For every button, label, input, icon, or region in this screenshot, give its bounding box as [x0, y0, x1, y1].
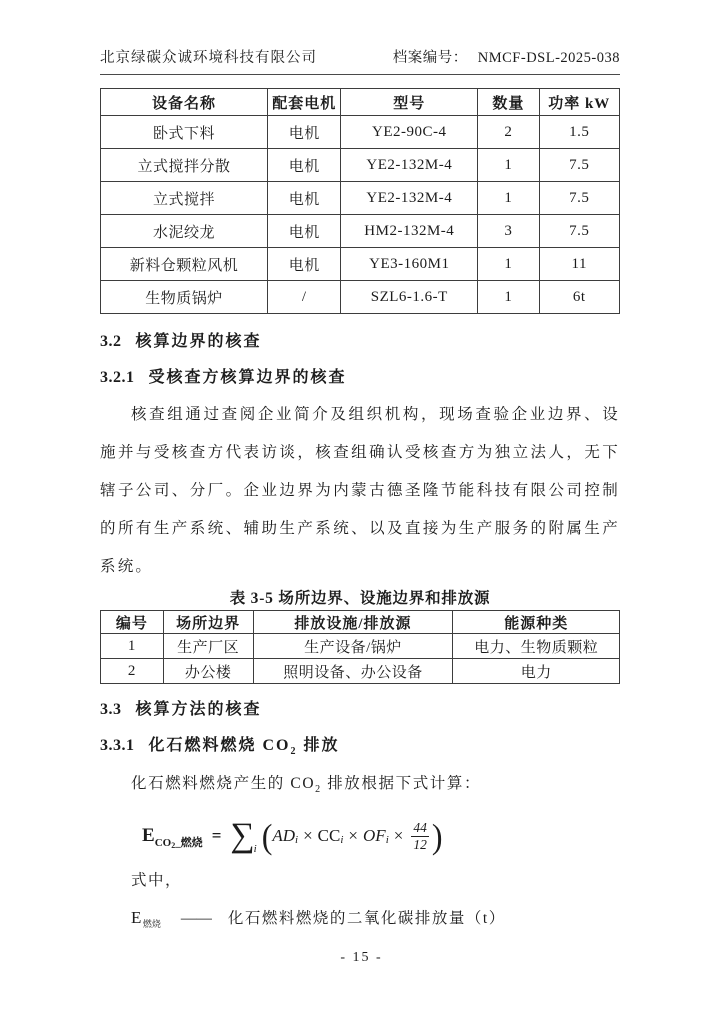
section-number: 3.2 [100, 333, 122, 350]
section-title: 受核查方核算边界的核查 [148, 369, 347, 386]
table-cell: 新料仓颗粒风机 [101, 248, 268, 281]
column-header: 编号 [101, 611, 164, 634]
table-cell: / [268, 281, 341, 314]
table-cell: 电机 [268, 248, 341, 281]
table-cell: 卧式下料 [101, 116, 268, 149]
table-cell: YE3-160M1 [341, 248, 478, 281]
table-row [101, 634, 620, 659]
intro-text: 化石燃料燃烧产生的 CO [131, 775, 316, 793]
variable-CC: CC [317, 826, 341, 846]
formula-lhs-subscript [155, 834, 203, 850]
co2-emission-formula [142, 812, 620, 860]
section-heading-3-2-1 [100, 366, 620, 390]
table-cell: HM2-132M-4 [341, 215, 478, 248]
index-i: i [295, 834, 299, 847]
table-cell: 2 [478, 116, 539, 149]
boundary-table [100, 610, 620, 684]
subscript-co: CO [154, 837, 172, 850]
table-cell: 电机 [268, 182, 341, 215]
table-cell: 办公楼 [163, 659, 253, 684]
table-cell: 1 [101, 634, 164, 659]
table-cell: 生物质锅炉 [101, 281, 268, 314]
formula-intro [131, 772, 620, 802]
summation-index: i [253, 843, 257, 856]
definition-dash: —— [180, 910, 212, 928]
equipment-table-header-row [101, 89, 620, 116]
table-row [101, 215, 620, 248]
column-header: 功率 kW [539, 89, 619, 116]
section-number: 3.3 [100, 701, 122, 718]
table-cell: 1.5 [539, 116, 619, 149]
table-row [101, 248, 620, 281]
table-cell: 电力、生物质颗粒 [453, 634, 620, 659]
table-cell: 电力 [453, 659, 620, 684]
section-title [148, 737, 340, 758]
definition-text: 化石燃料燃烧的二氧化碳排放量（t） [227, 910, 506, 928]
table-cell: 电机 [268, 149, 341, 182]
file-number-value: NMCF-DSL-2025-038 [477, 50, 620, 66]
table-row [101, 116, 620, 149]
multiply-sign: × [303, 826, 313, 846]
fraction-numerator: 44 [411, 820, 429, 837]
table-cell: 11 [539, 248, 619, 281]
definition-symbol: E [131, 908, 143, 928]
table-row [101, 182, 620, 215]
table-cell: SZL6-1.6-T [341, 281, 478, 314]
multiply-sign: × [348, 826, 359, 846]
symbol-definition [131, 906, 620, 932]
section-heading-3-3-1 [100, 734, 620, 764]
boundary-table-header-row [101, 611, 620, 634]
table-row [101, 281, 620, 314]
multiply-sign: × [393, 826, 404, 846]
company-name: 北京绿碳众诚环境科技有限公司 [100, 50, 317, 66]
formula-lhs-symbol: E [142, 825, 155, 847]
file-number [393, 46, 620, 67]
table-cell: 生产设备/锅炉 [253, 634, 453, 659]
column-header: 型号 [341, 89, 478, 116]
index-i: i [340, 834, 344, 847]
subscript-2: 2 [171, 841, 176, 851]
table-cell: YE2-132M-4 [341, 182, 478, 215]
intro-text: 排放根据下式计算： [321, 775, 482, 793]
variable-OF: OF [363, 826, 386, 846]
summation-symbol: ∑ [230, 816, 255, 854]
table-3-5-caption: 表 3-5 场所边界、设施边界和排放源 [229, 590, 491, 607]
variable-AD: AD [272, 826, 296, 846]
column-header: 场所边界 [163, 611, 253, 634]
table-cell: YE2-132M-4 [341, 149, 478, 182]
table-cell: 照明设备、办公设备 [253, 659, 453, 684]
section-title: 核算边界的核查 [135, 333, 262, 350]
table-cell: 7.5 [539, 182, 619, 215]
column-header: 排放设施/排放源 [253, 611, 453, 634]
fraction-44-12 [411, 820, 429, 853]
table-cell: 6t [539, 281, 619, 314]
co2-subscript: 2 [290, 746, 298, 758]
table-cell: 1 [478, 248, 539, 281]
table-cell: 1 [478, 149, 539, 182]
table-row [101, 149, 620, 182]
file-number-label: 档案编号： [392, 50, 468, 66]
column-header: 配套电机 [268, 89, 341, 116]
table-cell: YE2-90C-4 [341, 116, 478, 149]
section-number: 3.3.1 [100, 737, 135, 754]
table-cell: 立式搅拌 [101, 182, 268, 215]
document-header [100, 46, 620, 75]
table-cell: 电机 [268, 215, 341, 248]
section-title: 核算方法的核查 [135, 701, 262, 718]
index-i: i [385, 834, 389, 847]
page-number: - 15 - [340, 950, 383, 965]
section-heading-3-2 [100, 330, 620, 354]
table-cell: 2 [101, 659, 164, 684]
table-cell: 7.5 [539, 149, 619, 182]
section-heading-3-3 [100, 698, 620, 722]
table-cell: 7.5 [539, 215, 619, 248]
table-row [101, 659, 620, 684]
boundary-paragraph: 核查组通过查阅企业简介及组织机构，现场查验企业边界、设施并与受核查方代表访谈，核查组确认受核查方为独立法人，无下辖子公司、分厂。企业边界为内蒙古德圣隆节能科技有限公司控制的所有生产系统、辅助生产系统、以及直接为生产服务的附属生产系统。 [100, 406, 620, 575]
right-paren: ) [431, 816, 443, 856]
fraction-denominator: 12 [413, 836, 427, 852]
equipment-table [100, 88, 620, 314]
table-cell: 1 [478, 281, 539, 314]
subscript-fuel: _燃烧 [175, 837, 203, 850]
co2-subscript: 2 [315, 784, 322, 796]
column-header: 数量 [478, 89, 539, 116]
section-title-text: 排放 [297, 737, 340, 754]
table-cell: 水泥绞龙 [101, 215, 268, 248]
definition-symbol-subscript: 燃烧 [142, 919, 161, 930]
left-paren: ( [261, 816, 273, 856]
section-title-text: 化石燃料燃烧 CO [148, 737, 291, 754]
column-header: 能源种类 [453, 611, 620, 634]
column-header: 设备名称 [101, 89, 268, 116]
where-label: 式中， [131, 872, 183, 890]
table-cell: 1 [478, 182, 539, 215]
table-cell: 生产厂区 [163, 634, 253, 659]
equals-sign: = [211, 826, 222, 846]
table-cell: 立式搅拌分散 [101, 149, 268, 182]
section-number: 3.2.1 [100, 369, 135, 386]
table-cell: 电机 [268, 116, 341, 149]
table-cell: 3 [478, 215, 539, 248]
